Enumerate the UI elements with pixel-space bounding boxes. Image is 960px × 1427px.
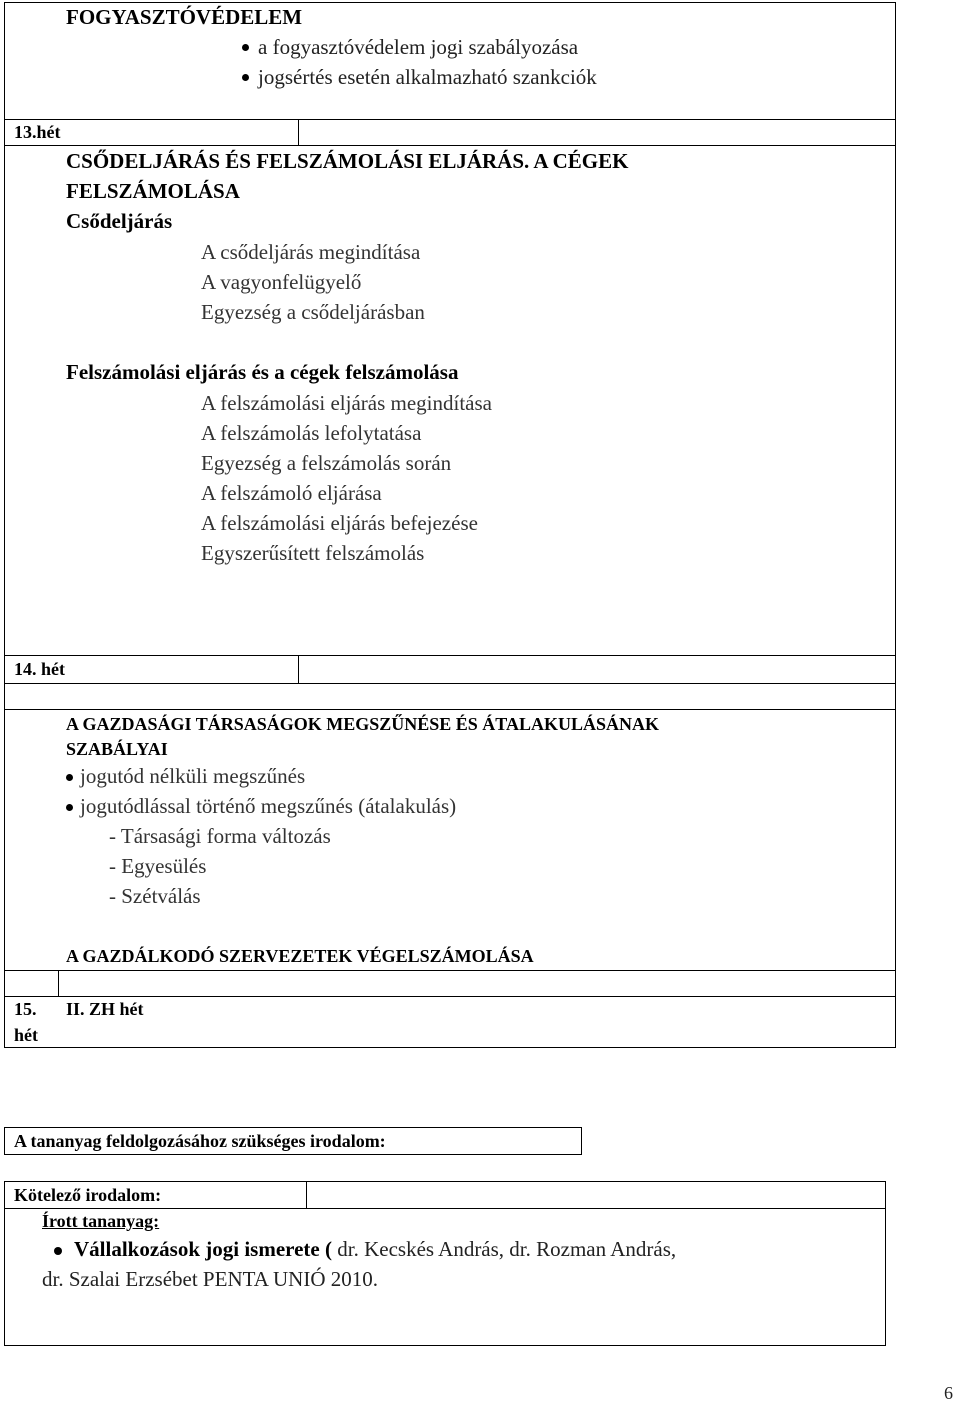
bullet-icon: [66, 774, 73, 781]
section-title: A GAZDÁLKODÓ SZERVEZETEK VÉGELSZÁMOLÁSA: [66, 946, 534, 966]
list-item: A csődeljárás megindítása: [201, 240, 421, 264]
book-reference-cont: dr. Szalai Erzsébet PENTA UNIÓ 2010.: [42, 1267, 378, 1291]
book-reference: [74, 1234, 676, 1264]
list-item: jogutód nélküli megszűnés: [80, 764, 306, 788]
book-authors: dr. Kecskés András, dr. Rozman András,: [332, 1237, 677, 1261]
bullet-icon: [242, 74, 249, 81]
list-item: a fogyasztóvédelem jogi szabályozása: [258, 35, 579, 59]
bullet-icon: [66, 804, 73, 811]
week-label: 15.: [14, 999, 37, 1019]
list-item: - Egyesülés: [109, 854, 207, 878]
list-item: A felszámolás lefolytatása: [201, 421, 422, 445]
list-item: jogsértés esetén alkalmazható szankciók: [258, 65, 597, 89]
section-title: CSŐDELJÁRÁS ÉS FELSZÁMOLÁSI ELJÁRÁS. A CÉGEK: [66, 149, 629, 173]
list-item: - Társasági forma változás: [109, 824, 331, 848]
section-title: SZABÁLYAI: [66, 739, 168, 759]
page-number: 6: [944, 1383, 953, 1403]
list-item: Egyszerűsített felszámolás: [201, 541, 425, 565]
section-title-fogyasztovedelem: FOGYASZTÓVÉDELEM: [66, 5, 303, 29]
list-item: A felszámolási eljárás megindítása: [201, 391, 492, 415]
bullet-icon: [54, 1247, 62, 1255]
section-title: A GAZDASÁGI TÁRSASÁGOK MEGSZŰNÉSE ÉS ÁTALAKULÁSÁNAK: [66, 714, 659, 734]
literature-heading: A tananyag feldolgozásához szükséges irodalom:: [14, 1131, 386, 1151]
cell-divider: [298, 119, 299, 145]
row-divider: [4, 655, 896, 656]
subsection-title: Felszámolási eljárás és a cégek felszámolása: [66, 360, 459, 384]
list-item: A vagyonfelügyelő: [201, 270, 362, 294]
cell-divider: [58, 970, 59, 996]
book-title: Vállalkozások jogi ismerete (: [74, 1237, 332, 1261]
list-item: - Szétválás: [109, 884, 201, 908]
list-item: A felszámoló eljárása: [201, 481, 382, 505]
list-item: Egyezség a felszámolás során: [201, 451, 452, 475]
cell-divider: [298, 655, 299, 683]
list-item: Egyezség a csődeljárásban: [201, 300, 425, 324]
week-label: hét: [14, 1025, 38, 1045]
list-item: jogutódlással történő megszűnés (átalakulás): [80, 794, 457, 818]
week-content: II. ZH hét: [66, 999, 144, 1019]
mandatory-literature-label: Kötelező irodalom:: [14, 1185, 162, 1205]
list-item: A felszámolási eljárás befejezése: [201, 511, 478, 535]
written-material-label: Írott tananyag:: [42, 1211, 160, 1231]
row-divider: [4, 683, 896, 684]
week-label: 13.hét: [14, 122, 61, 142]
subsection-title: Csődeljárás: [66, 209, 173, 233]
cell-divider: [306, 1181, 307, 1208]
bullet-icon: [242, 44, 249, 51]
row-divider: [4, 970, 896, 971]
section-title: FELSZÁMOLÁSA: [66, 179, 240, 203]
week-label: 14. hét: [14, 659, 65, 679]
row-divider: [4, 119, 896, 120]
